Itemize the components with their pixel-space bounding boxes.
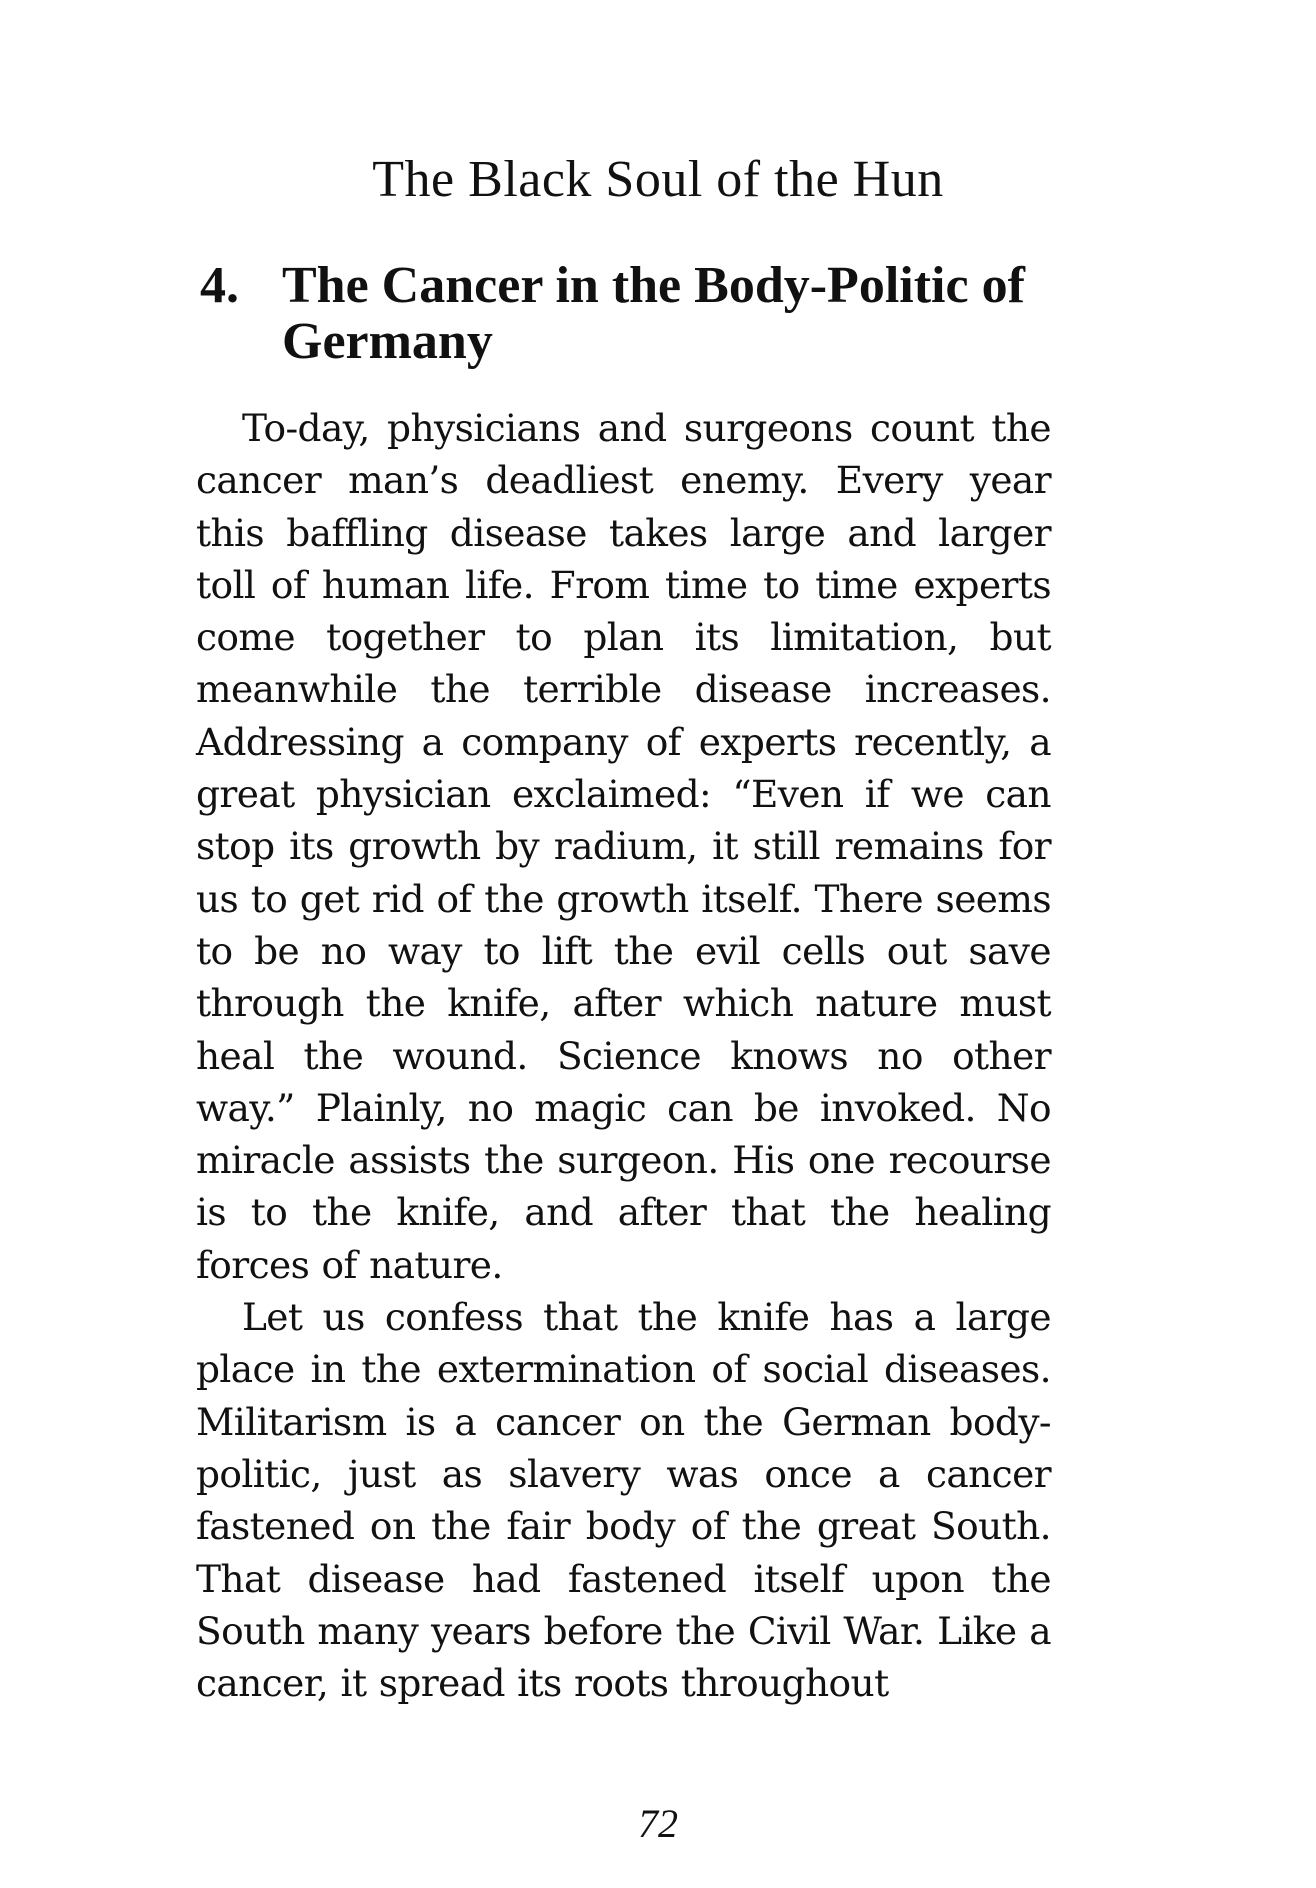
body-text [196,402,1051,1709]
page-number: 72 [638,1801,678,1846]
paragraph-1: To-day, physicians and surgeons count the cancer man’s deadliest enemy. Every year this baffling disease takes large and larger toll of human life. From time to time experts come together to plan its limitation, but meanwhile the terrible disease increases. Addressing a company of experts recently, a great physician exclaimed: “Even if we can stop its growth by radium, it still remains for us to get rid of the growth itself. There seems to be no way to lift the evil cells out save through the knife, after which nature must heal the wound. Science knows no other way.” Plainly, no magic can be invoked. No miracle assists the surgeon. His one recourse is to the knife, and after that the healing forces of nature. [196,406,1051,1287]
chapter-heading [200,258,1060,370]
chapter-title: The Cancer in the Body-Politic of Germany [282,257,1025,370]
paragraph-2: Let us confess that the knife has a large place in the extermination of social diseases. Militarism is a cancer on the German body-politic, just as slavery was once a cancer fastened on the fair body of the great South. That disease had fastened itself upon the South many years before the Civil War. Like a cancer, it spread its roots throughout [196,1295,1051,1706]
chapter-number: 4. [200,257,239,314]
running-head: The Black Soul of the Hun [372,151,944,208]
